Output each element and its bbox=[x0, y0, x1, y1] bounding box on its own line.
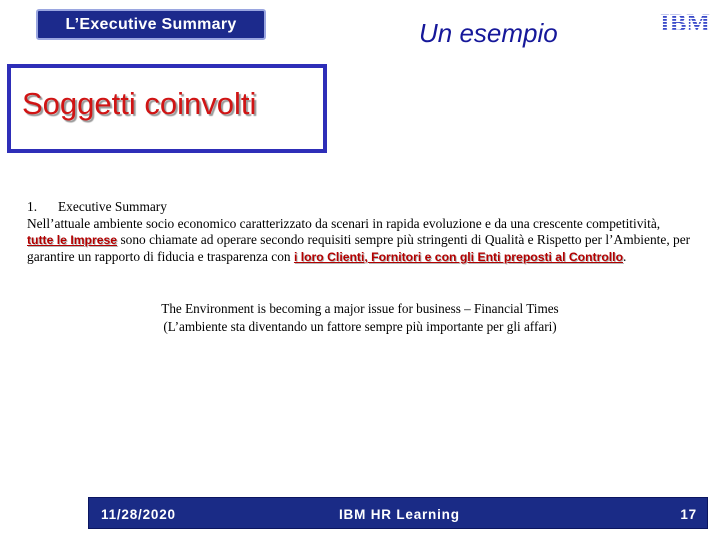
body-paragraph bbox=[27, 216, 697, 266]
paragraph-text-1: Nell’attuale ambiente socio economico caratterizzato da scenari in rapida evoluzione e da una crescente competitività, bbox=[27, 215, 661, 231]
section-heading: Soggetti coinvolti bbox=[22, 86, 257, 121]
ibm-logo-text: IBM bbox=[660, 10, 710, 34]
quote-line-italian: (L’ambiente sta diventando un fattore sempre più importante per gli affari) bbox=[163, 318, 557, 334]
footer-title: IBM HR Learning bbox=[339, 507, 460, 522]
highlight-clienti: i loro Clienti, Fornitori e con gli Enti preposti al Controllo bbox=[293, 249, 624, 264]
ibm-logo bbox=[658, 10, 712, 34]
slide-title: Un esempio bbox=[419, 18, 558, 48]
body-text-block bbox=[27, 199, 697, 265]
paragraph-text-2: sono chiamate ad operare secondo requisiti sempre più stringenti di Qualità e Rispetto per l’Ambiente, per garantire un rapporto di fiducia e trasparenza con bbox=[27, 232, 691, 264]
quote-line-english: The Environment is becoming a major issue for business – Financial Times bbox=[161, 301, 559, 316]
heading-box bbox=[7, 64, 327, 153]
footer-bar bbox=[88, 497, 708, 529]
section-tag: L’Executive Summary bbox=[36, 9, 266, 40]
list-item-heading bbox=[27, 199, 697, 216]
footer-page-number: 17 bbox=[680, 507, 697, 522]
list-item-title: Executive Summary bbox=[58, 199, 167, 214]
paragraph-text-3: . bbox=[623, 248, 627, 264]
list-item-number: 1. bbox=[27, 199, 38, 214]
footer-date: 11/28/2020 bbox=[101, 507, 176, 522]
highlight-imprese: tutte le Imprese bbox=[27, 233, 118, 248]
quote-block bbox=[0, 300, 720, 335]
